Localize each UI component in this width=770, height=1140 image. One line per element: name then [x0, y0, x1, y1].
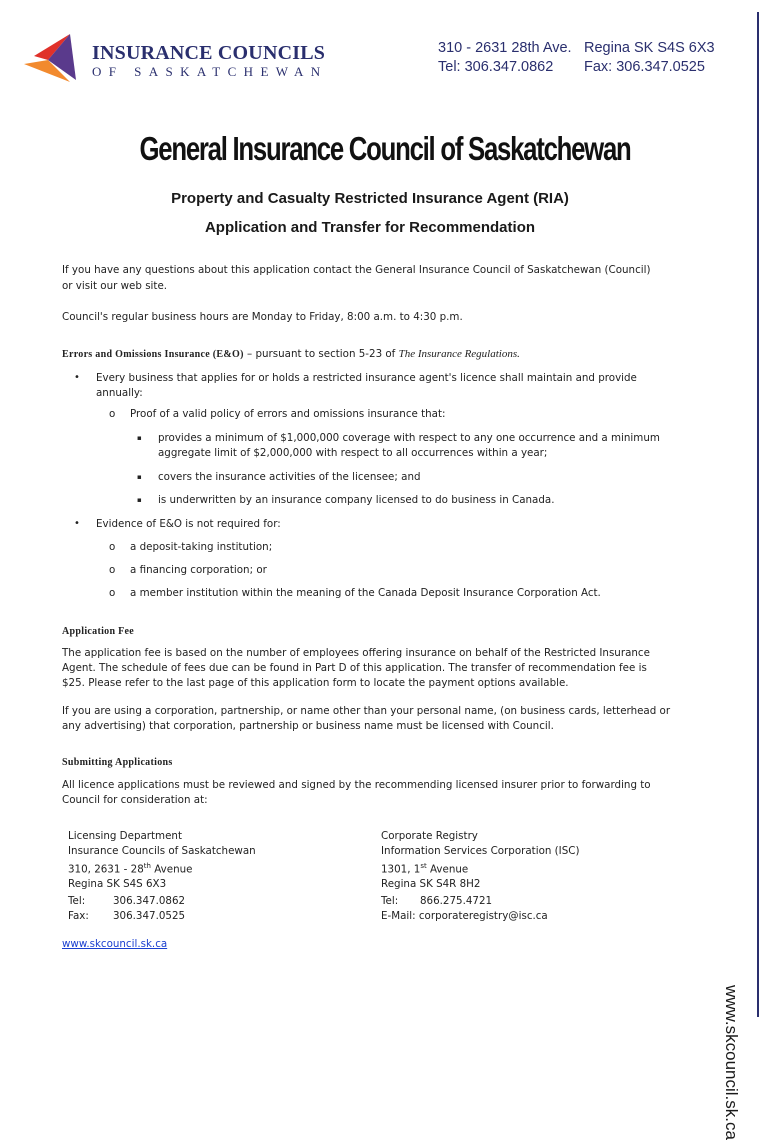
licensing-fax-label: Fax:	[68, 910, 89, 922]
website-link[interactable]: www.skcouncil.sk.ca	[62, 938, 168, 950]
street-avenue: Avenue	[150, 863, 193, 876]
company-logo	[20, 30, 82, 88]
side-rule	[757, 12, 759, 1017]
fee-line-3: $25. Please refer to the last page of this application form to locate the payment options available.	[62, 677, 569, 689]
eo-bullet-1-line-1: Every business that applies for or holds a restricted insurance agent's licence shall maintain and provide	[96, 372, 637, 384]
registry-street	[381, 859, 579, 877]
corp-line-2: any advertising) that corporation, partnership or business name must be licensed with Council.	[62, 720, 554, 732]
licensing-fax: 306.347.0525	[113, 910, 186, 922]
licensing-street	[68, 859, 256, 877]
licensing-address	[68, 829, 256, 892]
eo-sub-proof: Proof of a valid policy of errors and omissions insurance that:	[130, 408, 446, 420]
intro-line-2: or visit our web site.	[62, 280, 168, 292]
street-sup: st	[420, 862, 427, 870]
header-fax: Fax: 306.347.0525	[584, 59, 705, 75]
intro-line-1: If you have any questions about this application contact the General Insurance Council of Saskatchewan (Council)	[62, 264, 651, 276]
licensing-tel: 306.347.0862	[113, 895, 186, 907]
corp-line-1: If you are using a corporation, partnership, or name other than your personal name, (on business cards, letterhead or	[62, 705, 671, 717]
subtitle-application: Application and Transfer for Recommendation	[204, 219, 536, 236]
eo-heading	[62, 346, 520, 363]
submitting-heading: Submitting Applications	[62, 757, 173, 768]
registry-email: E-Mail: corporateregistry@isc.ca	[381, 910, 548, 922]
registry-tel-label: Tel:	[381, 895, 399, 907]
exempt-deposit: a deposit-taking institution;	[130, 541, 273, 553]
bullet-icon: •	[74, 518, 80, 529]
street-sup: th	[143, 862, 151, 870]
org-subname: OF SASKATCHEWAN	[92, 64, 328, 79]
eo-item-coverage-1: provides a minimum of $1,000,000 coverage with respect to any one occurrence and a minimum	[158, 432, 660, 444]
sub-bullet-icon: o	[109, 564, 116, 576]
submitting-line-1: All licence applications must be reviewed and signed by the recommending licensed insurer prior to forwarding to	[62, 779, 651, 791]
subtitle-ria: Property and Casualty Restricted Insurance Agent (RIA)	[171, 190, 569, 207]
org-name: INSURANCE COUNCILS	[92, 42, 326, 64]
address-city: Regina SK S4S 6X3	[584, 40, 715, 56]
registry-city: Regina SK S4R 8H2	[381, 878, 481, 891]
eo-heading-rest: – pursuant to section 5-23 of	[243, 348, 399, 360]
exempt-financing: a financing corporation; or	[130, 564, 267, 576]
registry-address	[381, 829, 579, 892]
eo-item-coverage-2: aggregate limit of $2,000,000 with respect to all occurrences within a year;	[158, 447, 548, 459]
eo-regulation: The Insurance Regulations.	[398, 348, 520, 360]
eo-bullet-1-line-2: annually:	[96, 387, 143, 399]
licensing-tel-label: Tel:	[68, 895, 86, 907]
eo-item-underwritten: is underwritten by an insurance company licensed to do business in Canada.	[158, 494, 555, 506]
square-bullet-icon: ▪	[137, 473, 142, 481]
sub-bullet-icon: o	[109, 541, 116, 553]
square-bullet-icon: ▪	[137, 434, 142, 442]
sub-bullet-icon: o	[109, 587, 116, 599]
licensing-org: Insurance Councils of Saskatchewan	[68, 845, 256, 857]
licensing-city: Regina SK S4S 6X3	[68, 878, 167, 891]
street-text: 1301, 1	[381, 863, 421, 876]
eo-heading-bold: Errors and Omissions Insurance (E&O)	[62, 349, 244, 360]
street-text: 310, 2631 - 28	[68, 863, 144, 876]
business-hours: Council's regular business hours are Monday to Friday, 8:00 a.m. to 4:30 p.m.	[62, 311, 463, 323]
fee-heading: Application Fee	[62, 626, 134, 637]
sub-bullet-icon: o	[109, 408, 116, 420]
fee-line-2: Agent. The schedule of fees due can be found in Part D of this application. The transfer of recommendation fee is	[62, 662, 647, 674]
bullet-icon: •	[74, 372, 80, 383]
registry-tel: 866.275.4721	[420, 895, 493, 907]
registry-name: Corporate Registry	[381, 830, 478, 842]
address-street: 310 - 2631 28th Ave.	[438, 40, 572, 56]
exempt-member: a member institution within the meaning of the Canada Deposit Insurance Corporation Act.	[130, 587, 601, 599]
eo-bullet-2: Evidence of E&O is not required for:	[96, 518, 281, 530]
licensing-dept: Licensing Department	[68, 830, 182, 842]
submitting-line-2: Council for consideration at:	[62, 794, 208, 806]
eo-item-activities: covers the insurance activities of the licensee; and	[158, 471, 421, 483]
fee-line-1: The application fee is based on the number of employees offering insurance on behalf of the Restricted Insurance	[62, 647, 650, 659]
page-title: General Insurance Council of Saskatchewan	[139, 130, 631, 167]
street-avenue: Avenue	[426, 863, 469, 876]
header-phone: Tel: 306.347.0862	[438, 59, 554, 75]
vertical-website: www.skcouncil.sk.ca	[722, 985, 741, 1140]
square-bullet-icon: ▪	[137, 496, 142, 504]
registry-org: Information Services Corporation (ISC)	[381, 845, 580, 857]
